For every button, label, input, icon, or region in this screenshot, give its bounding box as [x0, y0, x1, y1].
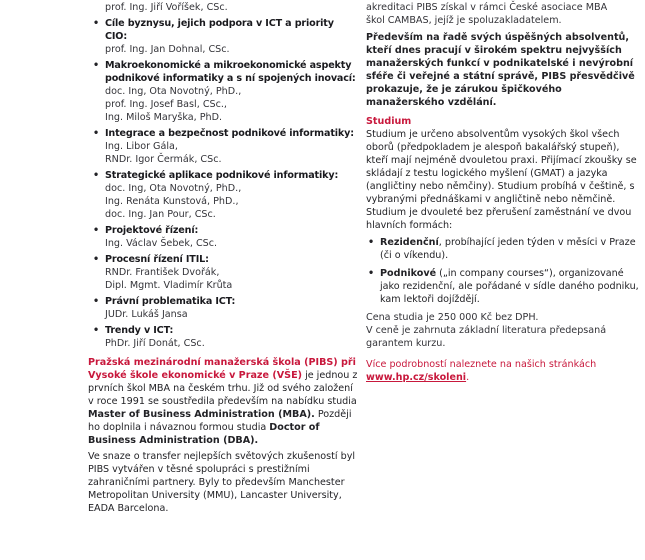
- list-item-topic: [88, 324, 358, 350]
- person-name: Ing. Miloš Maryška, PhD.: [105, 112, 223, 123]
- person-name: doc. Ing. Jan Pour, CSc.: [105, 209, 216, 220]
- study-heading: Studium: [366, 116, 412, 127]
- topic-title: • Strategické aplikace podnikové informatiky:: [105, 170, 339, 181]
- person-name: doc. Ing, Ota Novotný, PhD.,: [105, 183, 242, 194]
- study-paragraph-2: Studium je dvouleté bez přerušení zaměstnání ve dvou hlavních formách:: [366, 207, 632, 231]
- lecturer-list: [88, 1, 358, 350]
- list-item-topic: [88, 17, 358, 56]
- pibs-intro-paragraph: [88, 356, 358, 447]
- pibs-intro-text-2: Později ho doplnila i návaznou formou studia: [88, 409, 352, 433]
- more-info-end: .: [466, 372, 470, 383]
- literature-line: V ceně je zahrnuta základní literatura předepsaná garantem kurzu.: [366, 325, 607, 349]
- study-form-desc: , probíhající jeden týden v měsíci v Praze (či o víkendu).: [380, 237, 636, 261]
- person-name: Ing. Libor Gála,: [105, 141, 178, 152]
- topic-title: • Trendy v ICT:: [105, 325, 174, 336]
- topic-title: • Makroekonomické a mikroekonomické aspekty podnikové informatiky a s ní spojených inovací:: [105, 60, 356, 84]
- accreditation-paragraph: [366, 1, 641, 27]
- accreditation-line-2: škol CAMBAS, jejíž je spoluzakladatelem.: [366, 15, 562, 26]
- training-website-link[interactable]: www.hp.cz/skoleni: [366, 372, 467, 383]
- person-name: Ing. Václav Šebek, CSc.: [105, 238, 218, 249]
- person-name: Ing. Renáta Kunstová, PhD.,: [105, 196, 239, 207]
- topic-title: • Právní problematika ICT:: [105, 296, 236, 307]
- accreditation-line-1: akreditaci PIBS získal v rámci České asociace MBA: [366, 2, 608, 13]
- study-form-desc: („in company courses“), organizované jako rezidenční, ale pořádané v sídle daného podniku, kam lektoři dojíždějí.: [380, 268, 639, 305]
- list-item-topic: [88, 127, 358, 166]
- topic-title: • Integrace a bezpečnost podnikové informatiky:: [105, 128, 354, 139]
- person-name: prof. Ing. Jan Dohnal, CSc.: [105, 44, 230, 55]
- list-item-topic: [88, 224, 358, 250]
- alumni-paragraph: Především na řadě svých úspěšných absolventů, kteří dnes pracují v širokém spektru nejvyšších manažerských funkcí v podnikatelské i nevýrobní sféře či veřejné a státní správě, PIBS přesvědčivě prokazuje, že je zárukou špičkového manažerského vzdělání.: [366, 32, 635, 108]
- list-item-topic: [88, 169, 358, 221]
- person-name: Dipl. Mgmt. Vladimír Krůta: [105, 280, 233, 291]
- right-column: [366, 1, 641, 387]
- person-name: RNDr. Igor Čermák, CSc.: [105, 154, 222, 165]
- topic-title: • Cíle byznysu, jejich podpora v ICT a priority CIO:: [105, 18, 334, 42]
- study-forms-list: [366, 236, 641, 306]
- study-form-name: Rezidenční: [380, 237, 439, 248]
- mba-program-name: Master of Business Administration (MBA).: [88, 409, 315, 420]
- pibs-section: [88, 356, 358, 515]
- topic-title: • Procesní řízení ITIL:: [105, 254, 209, 265]
- list-item-topic: [88, 295, 358, 321]
- list-item-topic: [88, 59, 358, 124]
- study-form-item: [366, 267, 641, 306]
- study-form-item: [366, 236, 641, 262]
- more-info-paragraph: [366, 358, 641, 384]
- person-name: JUDr. Lukáš Jansa: [105, 309, 188, 320]
- list-item-prev-topic: [88, 1, 358, 14]
- dba-program-name: Doctor of Business Administration (DBA).: [88, 422, 320, 446]
- pibs-name-highlight: Pražská mezinárodní manažerská škola (PIBS) při Vysoké škole ekonomické v Praze (VŠE): [88, 357, 356, 381]
- study-form-name: Podnikové: [380, 268, 437, 279]
- price-line: Cena studia je 250 000 Kč bez DPH.: [366, 312, 539, 323]
- person-name: PhDr. Jiří Donát, CSc.: [105, 338, 205, 349]
- list-item-topic: [88, 253, 358, 292]
- pibs-intro-text-1: je jednou z prvních škol MBA na českém trhu. Již od svého založení v roce 1991 se soustředila především na nabídku studia: [88, 370, 358, 407]
- partners-paragraph: Ve snaze o transfer nejlepších světových zkušeností byl PIBS vytvářen v těsné spolupráci s prestižními zahraničními partnery. Byly to především Manchester Metropolitan University (MMU), Lancaster University, EADA Barcelona.: [88, 451, 356, 514]
- person-name: doc. Ing, Ota Novotný, PhD.,: [105, 86, 242, 97]
- topic-title: • Projektové řízení:: [105, 225, 199, 236]
- person-name: prof. Ing. Jiří Voříšek, CSc.: [105, 2, 228, 13]
- person-name: RNDr. František Dvořák,: [105, 267, 220, 278]
- price-paragraph: [366, 311, 641, 350]
- left-column: [88, 1, 358, 518]
- study-paragraph-1: Studium je určeno absolventům vysokých škol všech oborů (předpokladem je alespoň bakalářský stupeň), kteří mají nejméně dvouletou praxi. Přijímací zkoušky se skládají z testu logického myšlení (GMAT) a jazyka (angličtiny nebo němčiny). Studium probíhá v češtině, s vybranými přednáškami v angličtině nebo němčině.: [366, 129, 637, 205]
- person-name: prof. Ing. Josef Basl, CSc.,: [105, 99, 227, 110]
- more-info-text: Více podrobností naleznete na našich stránkách: [366, 359, 597, 370]
